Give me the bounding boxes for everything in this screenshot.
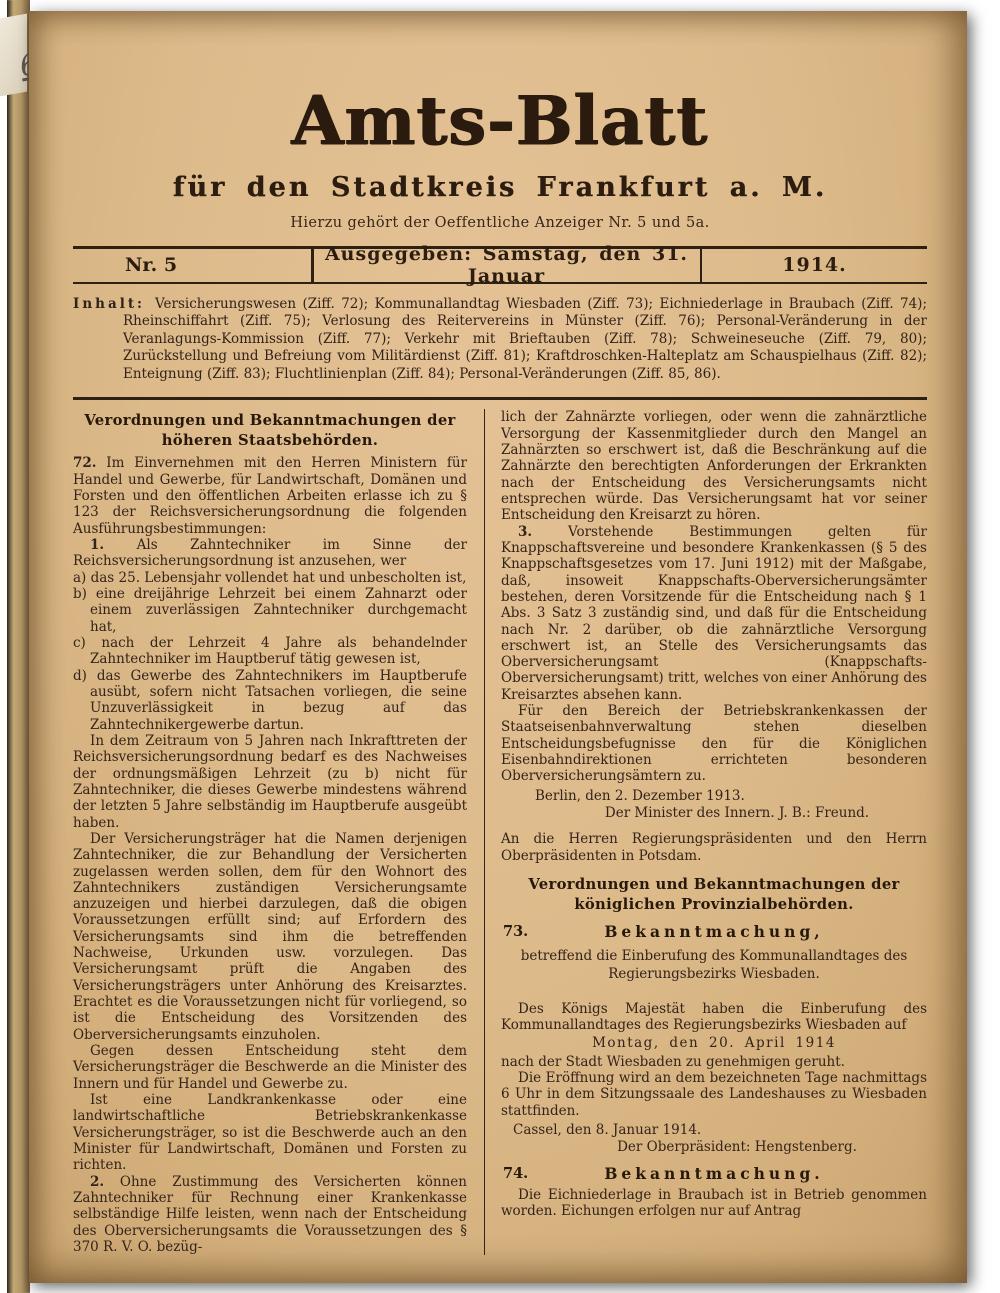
announcement-number: 73. [503,923,529,941]
masthead-note: Hierzu gehört der Oeffentliche Anzeiger Nr. 5 und 5a. [290,215,710,231]
paragraph-approval: nach der Stadt Wiesbaden zu genehmigen geruht. [501,1053,845,1070]
provision-text: Vorstehende Bestimmungen gelten für Knappschaftsvereine und besondere Krankenkassen (§ 5 des Knappschaftsgesetzes vom 17. Juni 1912) mit der Maßgabe, daß, insoweit Knappschafts-Oberversicherungsämter bestehen, deren Vorsitzende für die Entscheidung nach § 1 Abs. 3 Satz 3 zuständig sind, und daß für die Entscheidung nach Nr. 2 darüber, ob die zahnärztliche Versorgung erschwert ist, an Stelle des Versicherungsamts das Oberversicherungsamt (Knappschafts-Oberversicherungsamt) tritt, welches von einer Anhörung des Kreisarztes absehen kann. [501,523,927,703]
announcement-73-header [501,923,927,945]
paragraph-continuation: lich der Zahnärzte vorliegen, oder wenn die zahnärztliche Versorgung der Kassenmitglieder durch den Mangel an Zahnärzten so erschwert ist, daß die Beschränkung auf die Zahnärzte den berechtigten Anforderungen der Erkrankten nach der Entscheidung des Versicherungsamts nicht entsprechen würde. Das Versicherungsamt hat vor seiner Entscheidung den Kreisarzt zu hören. [501,409,927,524]
rule-below-contents [73,397,927,401]
provision-2-paragraph [73,1174,467,1256]
dateline-berlin: Berlin, den 2. Dezember 1913. [535,787,745,804]
paragraph-insurance-carrier: Der Versicherungsträger hat die Namen derjenigen Zahntechniker, die zur Behandlung der Versicherten zugelassen werden sollen, dem für den Wohnort des Zahntechnikers zuständigen Versicherungsamte anzuzeigen und hierbei darzulegen, daß die obigen Voraussetzungen erfüllt sind; auf Erfordern des Versicherungsamts sind ihm die betreffenden Nachweise, Urkunden usw. vorzulegen. Das Versicherungsamt prüft die Angaben des Versicherungsträgers unter Anhörung des Kreisarztes. Erachtet es die Voraussetzungen nicht für vorliegend, so ist die Entscheidung des Vorsitzenden des Oberversicherungsamts einzuholen. [73,830,467,1043]
paragraph-king-convocation: Des Königs Majestät haben die Einberufung des Kommunallandtages des Regierungsbezirks Wiesbaden auf [501,1000,927,1034]
gazette-page [29,11,967,1283]
masthead-subtitle: für den Stadtkreis Frankfurt a. M. [172,172,828,203]
article-72-paragraph [73,455,467,537]
provision-text: Ohne Zustimmung des Versicherten können Zahntechniker für Rechnung einer Krankenkasse selbständige Hilfe leisten, wenn nach der Entscheidung des Oberversicherungsamts die Voraussetzungen des § 370 R. V. O. bezüg- [73,1173,467,1256]
issue-number: Nr. 5 [125,254,178,276]
paragraph-calibration-depot: Die Eichniederlage in Braubach ist in Betrieb genommen worden. Eichungen erfolgen nur auf Antrag [501,1186,927,1220]
signature-minister: Der Minister des Innern. J. B.: Freund. [604,805,870,822]
provision-1-paragraph [73,537,467,570]
announcement-74-header [501,1165,927,1187]
paragraph-opening-session: Die Eröffnung wird an dem bezeichneten Tage nachmittags 6 Uhr in dem Sitzungssaale des Landeshauses zu Wiesbaden stattfinden. [501,1070,927,1119]
section-heading-state-authorities: Verordnungen und Bekanntmachungen der höheren Staatsbehörden. [84,412,456,449]
issue-bar [73,243,927,287]
list-item-b: b) eine dreijährige Lehrzeit bei einem Zahnarzt oder einem zuverlässigen Zahntechniker durchgemacht hat, [73,585,467,635]
address-line: An die Herren Regierungspräsidenten und den Herrn Oberpräsidenten in Potsdam. [501,831,927,864]
left-column [73,409,485,1255]
paragraph-appeal: Gegen dessen Entscheidung steht dem Versicherungsträger die Beschwerde an die Minister des Innern und für Handel und Gewerbe zu. [73,1043,467,1092]
inhalt-label: Inhalt: [73,295,146,312]
right-column [485,409,927,1255]
convocation-date: Montag, den 20. April 1914 [592,1035,836,1052]
paragraph-railway-funds: Für den Bereich der Betriebskrankenkassen der Staatseisenbahnverwaltung stehen dieselben Entscheidungsbefugnisse den für die Königlichen Eisenbahndirektionen errichteten besonderen Oberversicherungsämtern zu. [501,703,927,785]
dateline-cassel: Cassel, den 8. Januar 1914. [513,1122,702,1139]
list-item-c: c) nach der Lehrzeit 4 Jahre als behandelnder Zahntechniker im Hauptberuf tätig gewesen ist, [73,634,467,668]
paragraph-transition-period: In dem Zeitraum von 5 Jahren nach Inkrafttreten der Reichsversicherungsordnung bedarf es des Nachweises der ordnungsmäßigen Lehrzeit (zu b) nicht für Zahntechniker, die dieses Gewerbe mindestens während der letzten 5 Jahre selbständig im Hauptberufe ausgeübt haben. [73,732,467,831]
masthead-title: Amts-Blatt [291,81,709,160]
provision-3-paragraph [501,524,927,704]
list-item-a: a) das 25. Lebensjahr vollendet hat und unbescholten ist, [73,569,467,586]
article-number: 72. [73,455,97,472]
section-heading-provincial-authorities: Verordnungen und Bekanntmachungen der königlichen Provinzialbehörden. [528,876,900,913]
inhalt-text: Versicherungswesen (Ziff. 72); Kommunallandtag Wiesbaden (Ziff. 73); Eichniederlage in Braubach (Ziff. 74); Rheinschiffahrt (Ziff. 75); Verlosung des Reitervereins in Münster (Ziff. 76); Personal-Veränderung in der Veranlagungs-Kommission (Ziff. 77); Verkehr mit Brieftauben (Ziff. 78); Schweineseuche (Ziff. 79, 80); Zurückstellung und Befreiung vom Militärdienst (Ziff. 81); Kraftdroschken-Halteplatz am Schauspielhaus (Ziff. 82); Enteignung (Ziff. 83); Fluchtlinienplan (Ziff. 84); Personal-Veränderungen (Ziff. 85, 86). [123,295,927,382]
signature-oberpraesident: Der Oberpräsident: Hengstenberg. [617,1139,857,1156]
page-content [29,11,967,1255]
book-page-edges [7,0,30,1293]
provision-number: 2. [90,1173,105,1190]
table-of-contents [73,296,927,384]
issue-date: Ausgegeben: Samstag, den 31. Januar [324,243,689,287]
announcement-73-subtitle: betreffend die Einberufung des Kommunallandtages des Regierungsbezirks Wiesbaden. [520,948,908,982]
paragraph-rural-fund: Ist eine Landkrankenkasse oder eine landwirtschaftliche Betriebskrankenkasse Versicherungsträger, so ist die Beschwerde auch an den Minister für Landwirtschaft, Domänen und Forsten zu richten. [73,1092,467,1174]
article-text: Im Einvernehmen mit den Herren Ministern für Handel und Gewerbe, für Landwirtschaft, Domänen und Forsten und den öffentlichen Arbeiten erlasse ich zu § 123 der Reichsversicherungsordnung die folgenden Ausführungsbestimmungen: [73,455,467,537]
provision-number: 1. [90,536,105,553]
announcement-title: Bekanntmachung. [604,1163,824,1183]
announcement-number: 74. [503,1164,529,1182]
list-item-d: d) das Gewerbe des Zahntechnikers im Hauptberufe ausübt, sofern nicht Tatsachen vorliegen, die seine Unzuverlässigkeit in bezug auf das Zahntechnikergewerbe dartun. [73,667,467,733]
two-column-body [73,409,927,1255]
announcement-title: Bekanntmachung, [604,922,824,942]
issue-year: 1914. [782,254,847,276]
provision-number: 3. [518,523,533,540]
masthead [73,11,927,231]
provision-text: Als Zahntechniker im Sinne der Reichsversicherungsordnung ist anzusehen, wer [73,536,467,570]
